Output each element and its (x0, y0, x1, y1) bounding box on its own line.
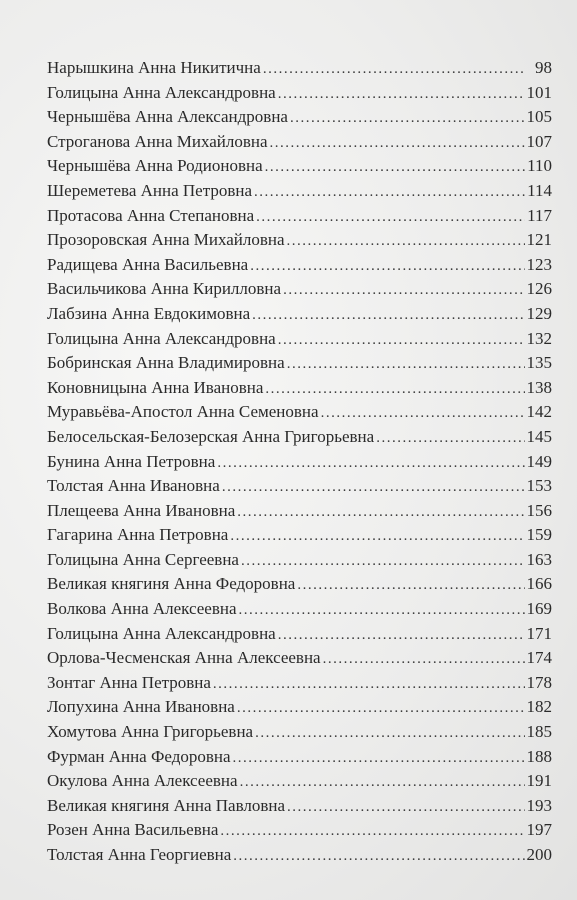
toc-entry-page-number: 138 (526, 377, 552, 397)
toc-entry-title: Орлова-Чесменская Анна Алексеевна (47, 648, 321, 668)
toc-entry (47, 81, 552, 106)
dot-leader (256, 205, 525, 230)
toc-entry (47, 351, 552, 376)
toc-entry (47, 400, 552, 425)
dot-leader (287, 229, 525, 254)
toc-entry-page-number: 149 (526, 451, 552, 471)
toc-entry-title: Шереметева Анна Петровна (47, 180, 253, 200)
toc-entry-page-number: 197 (526, 820, 552, 840)
toc-entry-title: Голицына Анна Александровна (47, 328, 276, 348)
toc-entry-title: Гагарина Анна Петровна (47, 525, 229, 545)
toc-entry (47, 548, 552, 573)
toc-entry-page-number: 117 (527, 205, 552, 225)
toc-entry-title: Окулова Анна Алексеевна (47, 771, 238, 791)
toc-entry-title: Чернышёва Анна Родионовна (47, 156, 263, 176)
toc-entry-page-number: 159 (526, 525, 552, 545)
toc-entry-page-number: 126 (526, 279, 552, 299)
toc-entry (47, 794, 552, 819)
toc-entry-page-number: 153 (526, 476, 552, 496)
toc-entry-page-number: 123 (526, 254, 552, 274)
toc-entry-title: Протасова Анна Степановна (47, 205, 255, 225)
toc-entry-page-number: 105 (526, 107, 552, 127)
toc-entry-title: Лопухина Анна Ивановна (47, 697, 235, 717)
toc-entry-page-number: 145 (526, 426, 552, 446)
dot-leader (250, 254, 524, 279)
toc-entry-title: Хомутова Анна Григорьевна (47, 722, 254, 742)
dot-leader (376, 426, 524, 451)
toc-entry-page-number: 121 (526, 230, 552, 250)
toc-entry-title: Белосельская-Белозерская Анна Григорьевна (47, 426, 375, 446)
toc-entry (47, 745, 552, 770)
toc-entry-title: Лабзина Анна Евдокимовна (47, 303, 251, 323)
dot-leader (270, 131, 525, 156)
dot-leader (240, 770, 525, 795)
toc-entry (47, 671, 552, 696)
toc-entry (47, 425, 552, 450)
toc-entry-title: Муравьёва-Апостол Анна Семеновна (47, 402, 319, 422)
dot-leader (321, 401, 525, 426)
toc-entry-title: Бобринская Анна Владимировна (47, 353, 285, 373)
toc-entry (47, 130, 552, 155)
toc-entry-page-number: 191 (526, 771, 552, 791)
toc-entry (47, 622, 552, 647)
toc-entry-page-number: 169 (526, 599, 552, 619)
dot-leader (230, 524, 524, 549)
toc-entry-page-number: 188 (526, 746, 552, 766)
toc-entry (47, 695, 552, 720)
dot-leader (241, 549, 525, 574)
toc-entry-page-number: 110 (527, 156, 552, 176)
toc-entry-title: Толстая Анна Ивановна (47, 476, 220, 496)
dot-leader (278, 328, 525, 353)
dot-leader (237, 500, 524, 525)
toc-entry-page-number: 166 (526, 574, 552, 594)
dot-leader (239, 598, 525, 623)
dot-leader (254, 180, 525, 205)
toc-entry (47, 56, 552, 81)
toc-entry-title: Голицына Анна Александровна (47, 82, 276, 102)
toc-entry-title: Прозоровская Анна Михайловна (47, 230, 285, 250)
toc-entry (47, 474, 552, 499)
toc-entry-title: Бунина Анна Петровна (47, 451, 216, 471)
toc-entry-title: Строганова Анна Михайловна (47, 131, 268, 151)
toc-entry (47, 154, 552, 179)
toc-entry-title: Коновницына Анна Ивановна (47, 377, 264, 397)
dot-leader (255, 721, 524, 746)
toc-entry-title: Голицына Анна Александровна (47, 623, 276, 643)
toc-entry-title: Чернышёва Анна Александровна (47, 107, 288, 127)
dot-leader (283, 278, 524, 303)
dot-leader (233, 746, 525, 771)
dot-leader (287, 795, 524, 820)
toc-entry (47, 818, 552, 843)
toc-entry-title: Великая княгиня Анна Павловна (47, 795, 286, 815)
dot-leader (278, 623, 525, 648)
toc-entry-page-number: 185 (526, 722, 552, 742)
toc-entry-title: Голицына Анна Сергеевна (47, 549, 239, 569)
toc-entry (47, 499, 552, 524)
toc-entry-page-number: 107 (526, 131, 552, 151)
dot-leader (217, 451, 524, 476)
toc-entry-page-number: 200 (526, 845, 552, 864)
toc-entry-page-number: 171 (526, 623, 552, 643)
toc-entry (47, 302, 552, 327)
toc-entry (47, 769, 552, 794)
toc-entry-page-number: 182 (526, 697, 552, 717)
toc-entry-title: Зонтаг Анна Петровна (47, 672, 211, 692)
dot-leader (265, 377, 524, 402)
toc-entry (47, 228, 552, 253)
toc-entry-page-number: 142 (526, 402, 552, 422)
toc-entry-title: Волкова Анна Алексеевна (47, 599, 237, 619)
dot-leader (323, 647, 525, 672)
toc-entry (47, 450, 552, 475)
toc-entry-title: Радищева Анна Васильевна (47, 254, 249, 274)
toc-entry-page-number: 132 (526, 328, 552, 348)
toc-entry (47, 204, 552, 229)
toc-entry-title: Васильчикова Анна Кирилловна (47, 279, 282, 299)
toc-entry-page-number: 174 (526, 648, 552, 668)
dot-leader (297, 573, 524, 598)
dot-leader (265, 155, 525, 180)
toc-entry-page-number: 101 (526, 82, 552, 102)
toc-entry-page-number: 129 (526, 303, 552, 323)
toc-entry (47, 105, 552, 130)
toc-entry (47, 253, 552, 278)
toc-entry (47, 572, 552, 597)
dot-leader (222, 475, 525, 500)
toc-entry-page-number: 178 (526, 672, 552, 692)
toc-entry (47, 179, 552, 204)
dot-leader (287, 352, 525, 377)
dot-leader (252, 303, 524, 328)
toc-entry (47, 646, 552, 671)
dot-leader (213, 672, 525, 697)
toc-entry (47, 843, 552, 868)
toc-entry (47, 327, 552, 352)
toc-entry-page-number: 98 (535, 58, 552, 77)
toc-entry-title: Толстая Анна Георгиевна (47, 845, 232, 864)
toc-entry-title: Розен Анна Васильевна (47, 820, 219, 840)
toc-entry-page-number: 193 (526, 795, 552, 815)
table-of-contents (47, 56, 552, 868)
dot-leader (233, 844, 524, 869)
dot-leader (237, 696, 525, 721)
toc-entry-page-number: 135 (526, 353, 552, 373)
toc-entry (47, 523, 552, 548)
toc-entry-page-number: 163 (526, 549, 552, 569)
dot-leader (263, 57, 526, 82)
toc-entry-page-number: 114 (527, 180, 552, 200)
toc-entry (47, 597, 552, 622)
dot-leader (220, 819, 524, 844)
toc-entry-title: Плещеева Анна Ивановна (47, 500, 236, 520)
toc-entry (47, 277, 552, 302)
toc-entry-title: Фурман Анна Федоровна (47, 746, 231, 766)
dot-leader (278, 82, 525, 107)
dot-leader (290, 106, 525, 131)
toc-entry (47, 376, 552, 401)
toc-entry (47, 720, 552, 745)
toc-entry-title: Нарышкина Анна Никитична (47, 58, 261, 77)
toc-entry-page-number: 156 (526, 500, 552, 520)
toc-entry-title: Великая княгиня Анна Федоровна (47, 574, 296, 594)
